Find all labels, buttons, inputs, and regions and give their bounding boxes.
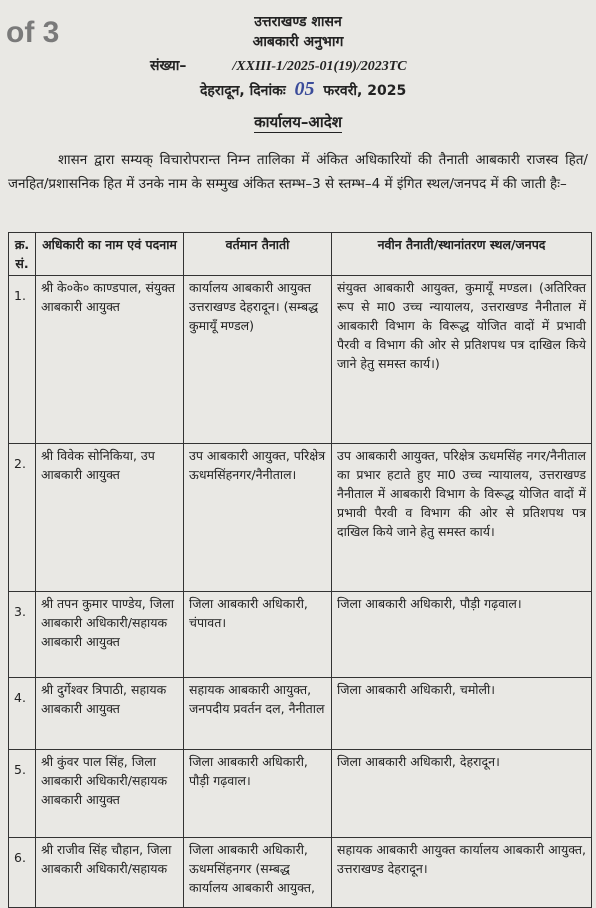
office-order-title — [0, 112, 596, 132]
table-header-row — [9, 233, 592, 276]
table-row — [9, 750, 592, 838]
page-number-tag: of 3 — [6, 16, 60, 49]
header-current-posting: वर्तमान तैनाती — [184, 233, 332, 276]
header-new-posting: नवीन तैनाती/स्थानांतरण स्थल/जनपद — [332, 233, 592, 276]
table-row — [9, 678, 592, 750]
header-serial: क्र. सं. — [9, 233, 36, 276]
transfer-table — [8, 232, 592, 908]
document-header — [0, 12, 596, 52]
row-officer: श्री कुंवर पाल सिंह, जिला आबकारी अधिकारी/सहायक आबकारी आयुक्त — [36, 750, 184, 838]
row-serial: 5. — [9, 750, 36, 838]
section-name: आबकारी अनुभाग — [252, 34, 344, 50]
row-current-posting: जिला आबकारी अधिकारी, चंपावत। — [184, 592, 332, 678]
row-current-posting: जिला आबकारी अधिकारी, ऊधमसिंहनगर (सम्बद्ध कार्यालय आबकारी आयुक्त, — [184, 838, 332, 908]
table-row — [9, 838, 592, 908]
row-current-posting: जिला आबकारी अधिकारी, पौड़ी गढ़वाल। — [184, 750, 332, 838]
table-row — [9, 444, 592, 592]
row-officer: श्री विवेक सोनिकिया, उप आबकारी आयुक्त — [36, 444, 184, 592]
table-row — [9, 592, 592, 678]
row-officer: श्री दुर्गेश्वर त्रिपाठी, सहायक आबकारी आयुक्त — [36, 678, 184, 750]
date-row — [200, 78, 406, 101]
row-serial: 4. — [9, 678, 36, 750]
date-suffix: फरवरी, 2025 — [323, 83, 407, 99]
row-current-posting: उप आबकारी आयुक्त, परिक्षेत्र ऊधमसिंहनगर/नैनीताल। — [184, 444, 332, 592]
date-day-handwritten: 05 — [294, 78, 315, 100]
row-new-posting: सहायक आबकारी आयुक्त कार्यालय आबकारी आयुक्त, उत्तराखण्ड देहरादून। — [332, 838, 592, 908]
row-officer: श्री तपन कुमार पाण्डेय, जिला आबकारी अधिकारी/सहायक आबकारी आयुक्त — [36, 592, 184, 678]
govt-name: उत्तराखण्ड शासन — [254, 14, 342, 30]
row-serial: 1. — [9, 276, 36, 444]
row-serial: 2. — [9, 444, 36, 592]
row-serial: 6. — [9, 838, 36, 908]
ref-number: /XXIII-1/2025-01(19)/2023TC — [232, 59, 407, 74]
row-new-posting: उप आबकारी आयुक्त, परिक्षेत्र ऊधमसिंह नगर/नैनीताल का प्रभार हटाते हुए मा0 उच्च न्यायालय, उत्तराखण्ड नैनीताल में आबकारी विभाग के विरूद्ध योजित वादों में प्रभावी पैरवी व विभाग की ओर से प्रतिशपथ पत्र दाखिल किये जाने हेतु समस्त कार्य। — [332, 444, 592, 592]
ref-label: संख्या– — [150, 58, 187, 74]
row-officer: श्री राजीव सिंह चौहान, जिला आबकारी अधिकारी/सहायक — [36, 838, 184, 908]
row-serial: 3. — [9, 592, 36, 678]
row-officer: श्री के०के० काण्डपाल, संयुक्त आबकारी आयुक्त — [36, 276, 184, 444]
row-new-posting: जिला आबकारी अधिकारी, पौड़ी गढ़वाल। — [332, 592, 592, 678]
row-current-posting: सहायक आबकारी आयुक्त, जनपदीय प्रवर्तन दल, नैनीताल — [184, 678, 332, 750]
table-row — [9, 276, 592, 444]
row-current-posting: कार्यालय आबकारी आयुक्त उत्तराखण्ड देहरादून। (सम्बद्ध कुमायूँ मण्डल) — [184, 276, 332, 444]
header-officer: अधिकारी का नाम एवं पदनाम — [36, 233, 184, 276]
row-new-posting: संयुक्त आबकारी आयुक्त, कुमायूँ मण्डल। (अतिरिक्त रूप से मा0 उच्च न्यायालय, उत्तराखण्ड नैनीताल में आबकारी विभाग के विरूद्ध योजित वादों में प्रभावी पैरवी व विभाग की ओर से प्रतिशपथ पत्र दाखिल किये जाने हेतु समस्त कार्य।) — [332, 276, 592, 444]
row-new-posting: जिला आबकारी अधिकारी, देहरादून। — [332, 750, 592, 838]
intro-paragraph: शासन द्वारा सम्यक् विचारोपरान्त निम्न तालिका में अंकित अधिकारियों की तैनाती आबकारी राजस्व हित/जनहित/प्रशासनिक हित में उनके नाम के सम्मुख अंकित स्तम्भ–3 से स्तम्भ–4 में इंगित स्थल/जनपद में की जाती हैः– — [8, 152, 588, 192]
row-new-posting: जिला आबकारी अधिकारी, चमोली। — [332, 678, 592, 750]
reference-number-row — [150, 56, 407, 75]
date-prefix: देहरादून, दिनांकः — [200, 83, 286, 99]
office-order-title-text: कार्यालय–आदेश — [254, 113, 342, 131]
